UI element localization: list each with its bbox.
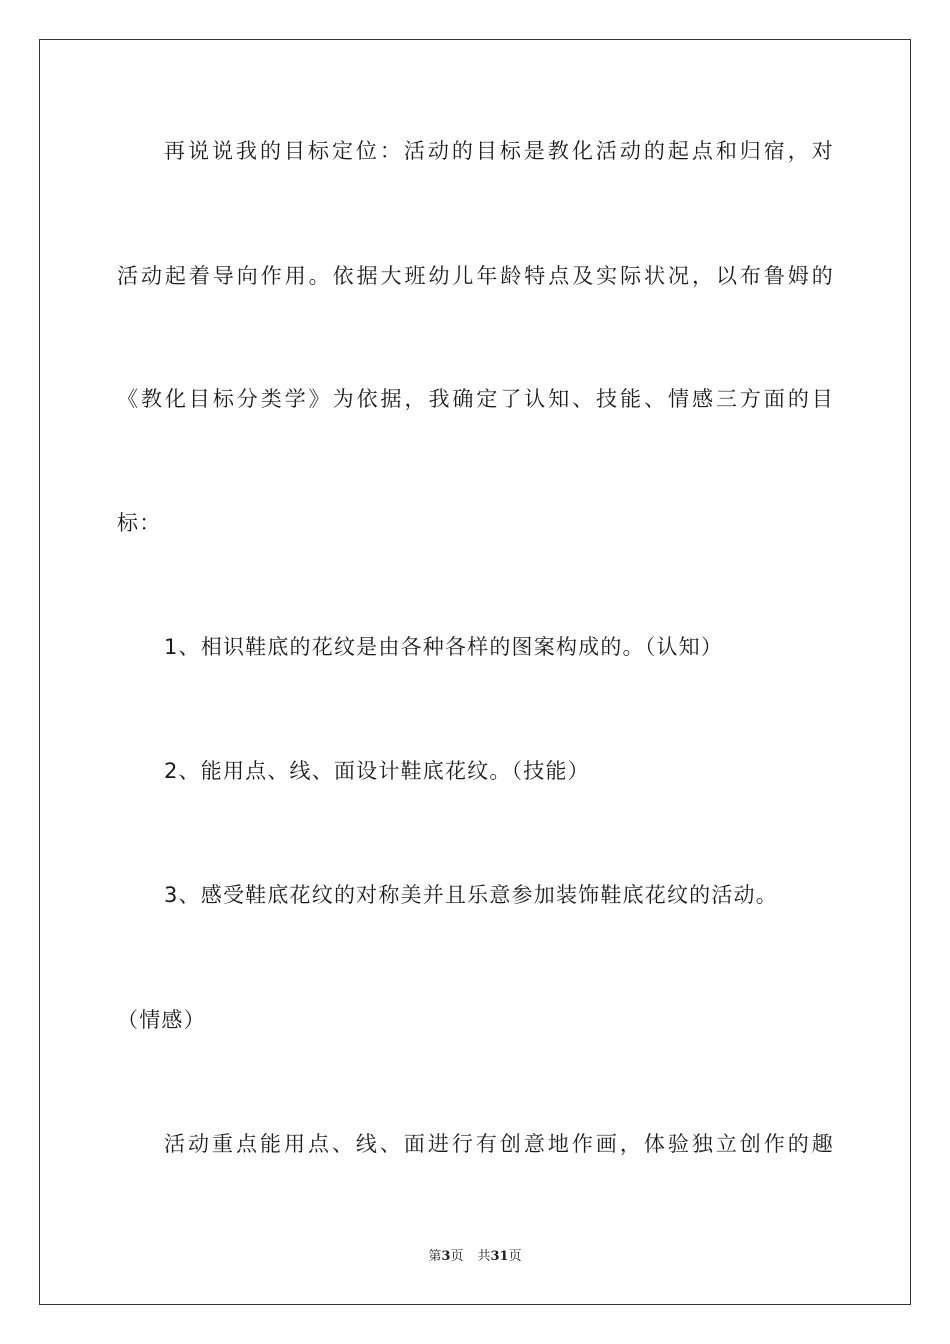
goal-item-skill: 2、能用点、线、面设计鞋底花纹。（技能）	[164, 759, 590, 783]
total-pages: 31	[490, 1249, 509, 1264]
page-number: 3	[441, 1249, 451, 1264]
goal-item-emotion: 3、感受鞋底花纹的对称美并且乐意参加装饰鞋底花纹的活动。	[164, 883, 778, 907]
goal-item-cognition: 1、相识鞋底的花纹是由各种各样的图案构成的。（认知）	[164, 635, 724, 659]
paragraph-line-3: 《教化目标分类学》为依据，我确定了认知、技能、情感三方面的目	[117, 387, 834, 411]
page-border	[39, 39, 911, 1305]
goal-item-emotion-tag: （情感）	[117, 1008, 206, 1032]
paragraph-line-4: 标：	[117, 511, 162, 535]
page-footer	[0, 1248, 950, 1266]
paragraph-line-1: 再说说我的目标定位：活动的目标是教化活动的起点和归宿，对	[164, 139, 834, 163]
paragraph-line-2: 活动起着导向作用。依据大班幼儿年龄特点及实际状况，以布鲁姆的	[117, 264, 834, 288]
total-prefix: 共	[477, 1249, 491, 1264]
page-prefix: 第	[428, 1249, 442, 1264]
page-suffix: 页	[450, 1249, 464, 1264]
total-suffix: 页	[508, 1249, 522, 1264]
key-point-line: 活动重点能用点、线、面进行有创意地作画，体验独立创作的趣	[164, 1132, 834, 1156]
